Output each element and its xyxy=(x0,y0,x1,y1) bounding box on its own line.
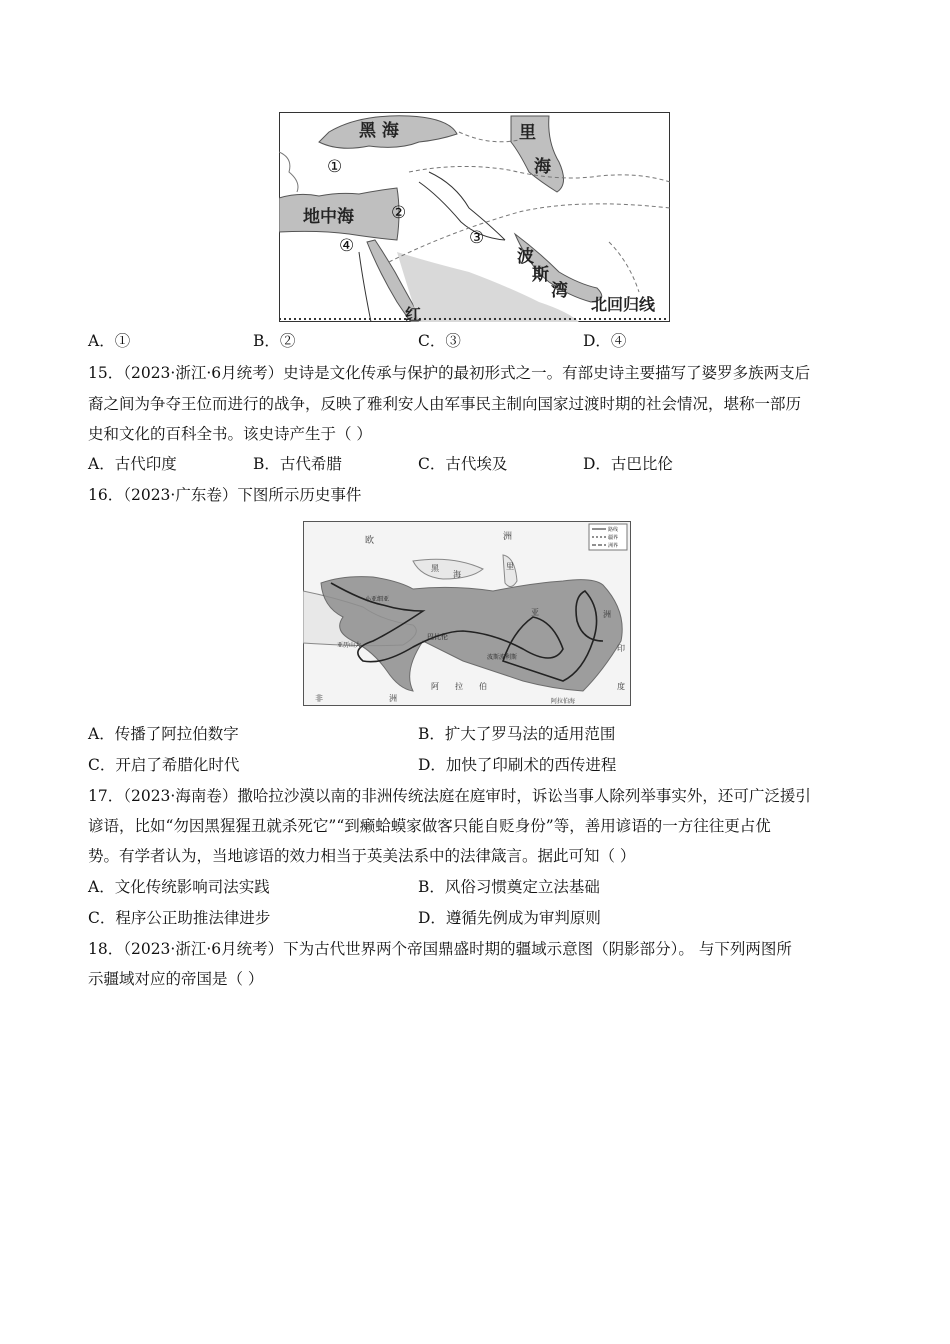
label-arab-1: 阿 xyxy=(431,682,439,691)
label-europe-1: 欧 xyxy=(365,536,375,546)
label-persian-bo: 波 xyxy=(517,247,534,267)
label-black: 黑 xyxy=(431,564,439,573)
label-arab-2: 拉 xyxy=(455,682,463,691)
alexander-campaign-map xyxy=(303,521,631,706)
marker-4: ④ xyxy=(339,236,355,256)
q16-option-c: C．开启了希腊化时代 xyxy=(88,756,240,774)
q17-option-d: D．遵循先例成为审判原则 xyxy=(418,909,601,927)
label-babylon: 巴比伦 xyxy=(427,633,448,641)
legend-route: 路线 xyxy=(608,527,619,533)
q15-option-a: A．古代印度 xyxy=(88,455,177,473)
label-tropic: 北回归线 xyxy=(591,295,656,314)
q14-option-a: A．① xyxy=(88,332,131,350)
label-caspian-li: 里 xyxy=(519,123,536,143)
q15-option-d: D．古巴比伦 xyxy=(583,455,673,473)
marker-3: ③ xyxy=(469,228,485,248)
label-arab-sea: 阿拉伯海 xyxy=(551,698,576,705)
q14-option-b: B．② xyxy=(253,332,296,350)
q16-option-a: A．传播了阿拉伯数字 xyxy=(88,725,239,743)
label-caspian-hai: 海 xyxy=(534,157,551,177)
label-europe-2: 洲 xyxy=(503,532,513,542)
label-persian-wan: 湾 xyxy=(551,281,568,301)
q17-line-3: 势。有学者认为，当地谚语的效力相当于英美法系中的法律箴言。据此可知（ ） xyxy=(88,847,636,865)
q15-line-2: 裔之间为争夺王位而进行的战争，反映了雅利安人由军事民主制向国家过渡时期的社会情况，堪称一部历 xyxy=(88,395,802,413)
marker-2: ② xyxy=(391,203,407,223)
legend-border: 疆界 xyxy=(608,535,619,541)
label-sea: 海 xyxy=(453,570,461,579)
label-persepolis: 波斯波利斯 xyxy=(487,654,518,661)
label-li: 里 xyxy=(506,562,514,571)
middle-east-map xyxy=(279,112,670,322)
label-asia-minor: 小亚细亚 xyxy=(365,596,390,603)
q15-option-c: C．古代埃及 xyxy=(418,455,508,473)
q16-option-b: B．扩大了罗马法的适用范围 xyxy=(418,725,616,743)
label-yin: 印 xyxy=(617,644,625,653)
marker-1: ① xyxy=(327,157,343,177)
q14-option-d: D．④ xyxy=(583,332,627,350)
q18-line-2: 示疆域对应的帝国是（ ） xyxy=(88,970,264,988)
q17-option-b: B．风俗习惯奠定立法基础 xyxy=(418,878,600,896)
q15-option-b: B．古代希腊 xyxy=(253,455,342,473)
label-alexandria: 亚历山大 xyxy=(337,642,362,649)
q16-option-d: D．加快了印刷术的西传进程 xyxy=(418,756,617,774)
label-asia-ya: 亚 xyxy=(531,608,539,617)
label-du: 度 xyxy=(617,682,625,691)
label-mediterranean: 地中海 xyxy=(303,207,354,227)
q14-option-c: C．③ xyxy=(418,332,461,350)
label-afr-fei: 非 xyxy=(315,694,323,703)
q16-line-1: 16．（2023·广东卷）下图所示历史事件 xyxy=(88,486,362,504)
legend-continent: 洲界 xyxy=(608,543,619,549)
label-asia-zhou: 洲 xyxy=(603,610,611,619)
label-afr-zhou: 洲 xyxy=(389,694,397,703)
q17-option-c: C．程序公正助推法律进步 xyxy=(88,909,271,927)
q17-line-2: 谚语，比如“勿因黑猩猩丑就杀死它”“到癞蛤蟆家做客只能自贬身份”等，善用谚语的一方往往更占优 xyxy=(88,817,771,835)
q17-option-a: A．文化传统影响司法实践 xyxy=(88,878,270,896)
q18-line-1: 18．（2023·浙江·6月统考）下为古代世界两个帝国鼎盛时期的疆域示意图（阴影部分）。 与下列两图所 xyxy=(88,940,792,958)
label-persian-si: 斯 xyxy=(532,265,549,285)
q17-line-1: 17．（2023·海南卷）撒哈拉沙漠以南的非洲传统法庭在庭审时，诉讼当事人除列举事实外，还可广泛援引 xyxy=(88,787,811,805)
label-black-sea: 黑 海 xyxy=(359,121,399,141)
q15-line-3: 史和文化的百科全书。该史诗产生于（ ） xyxy=(88,425,372,443)
q15-line-1: 15．（2023·浙江·6月统考）史诗是文化传承与保护的最初形式之一。有部史诗主要描写了婆罗多族两支后 xyxy=(88,364,811,382)
label-arab-3: 伯 xyxy=(479,682,487,691)
label-red-sea: 红 xyxy=(405,305,422,322)
